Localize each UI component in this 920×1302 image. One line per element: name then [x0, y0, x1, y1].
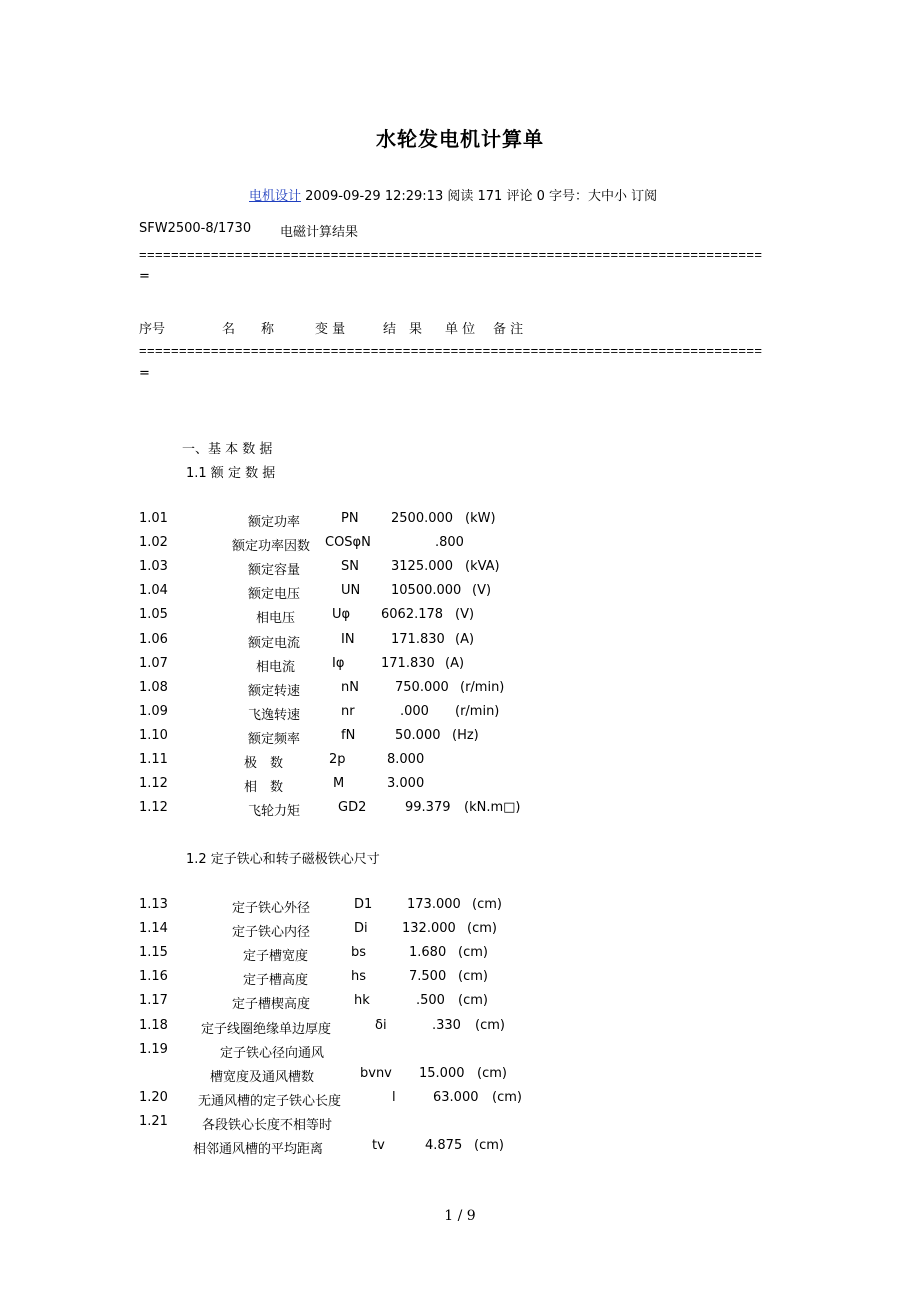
row-name: 极 数 — [244, 756, 284, 771]
row-unit: (r/min) — [455, 703, 500, 719]
header-name: 名 称 — [222, 322, 275, 337]
row-name: 定子槽宽度 — [243, 949, 309, 965]
row-val: 8.000 — [387, 752, 425, 767]
row-val: 171.830 — [381, 655, 435, 671]
row-name: 相 数 — [244, 780, 284, 796]
row-var: PN — [341, 511, 359, 526]
header-unit: 单 位 — [445, 322, 476, 337]
result-title: 电磁计算结果 — [280, 225, 359, 240]
row-var: Uφ — [332, 607, 351, 623]
row-no: 1.05 — [139, 607, 168, 623]
row-unit: (cm) — [458, 945, 488, 961]
model-number: SFW2500-8/1730 — [139, 221, 252, 236]
subsection-heading: 1.2 定子铁心和转子磁极铁心尺寸 — [186, 852, 380, 867]
separator-tail: = — [139, 366, 150, 381]
row-name: 额定功率因数 — [232, 539, 311, 555]
row-name: 槽宽度及通风槽数 — [210, 1069, 315, 1085]
row-no: 1.15 — [139, 945, 168, 961]
row-name: 额定功率 — [248, 515, 301, 530]
row-unit: (cm) — [475, 1017, 505, 1033]
row-var: l — [392, 1089, 396, 1105]
row-val: 6062.178 — [381, 607, 444, 623]
row-name: 定子铁心外径 — [232, 901, 311, 916]
row-val: 99.379 — [405, 800, 451, 816]
row-no: 1.08 — [139, 679, 168, 695]
row-no: 1.12 — [139, 776, 168, 792]
row-unit: (kVA) — [465, 559, 500, 575]
row-name: 定子槽高度 — [243, 973, 309, 989]
row-var: M — [333, 776, 345, 792]
row-no: 1.03 — [139, 559, 168, 575]
comment-count: 评论 0 — [506, 189, 545, 204]
row-var: tv — [372, 1138, 385, 1153]
row-no: 1.21 — [139, 1113, 168, 1129]
row-name: 额定频率 — [248, 731, 301, 747]
row-no: 1.12 — [139, 800, 168, 816]
row-name: 相电流 — [256, 659, 296, 675]
row-no: 1.17 — [139, 993, 168, 1009]
row-unit: (r/min) — [460, 679, 505, 695]
row-name: 额定转速 — [248, 683, 301, 699]
row-val: 3.000 — [387, 776, 425, 792]
row-no: 1.19 — [139, 1041, 168, 1057]
row-name: 飞轮力矩 — [248, 804, 301, 820]
row-val: 1.680 — [409, 945, 447, 961]
row-name: 各段铁心长度不相等时 — [202, 1117, 333, 1133]
row-val: .000 — [400, 703, 429, 719]
row-val: 3125.000 — [391, 559, 454, 575]
row-name: 飞逸转速 — [248, 707, 301, 723]
row-val: 63.000 — [433, 1089, 479, 1105]
row-name: 定子铁心径向通风 — [220, 1045, 325, 1061]
header-var: 变 量 — [315, 322, 346, 337]
row-no: 1.06 — [139, 631, 168, 647]
page-number: 1 / 9 — [444, 1208, 476, 1224]
row-unit: (V) — [455, 607, 475, 623]
row-var: nN — [341, 679, 359, 695]
row-var: bvnv — [360, 1065, 392, 1081]
row-var: D1 — [354, 897, 373, 912]
separator-line: ============================================================================== — [139, 247, 763, 262]
row-unit: (cm) — [458, 969, 488, 985]
row-no: 1.10 — [139, 727, 168, 743]
row-name: 定子槽楔高度 — [232, 997, 311, 1013]
row-unit: (Hz) — [452, 727, 479, 743]
row-unit: (A) — [455, 631, 475, 647]
category-link[interactable]: 电机设计 — [249, 189, 302, 204]
header-note: 备 注 — [493, 322, 524, 337]
separator-line: ============================================================================== — [139, 343, 763, 358]
row-val: 50.000 — [395, 727, 441, 743]
row-unit: (cm) — [492, 1089, 522, 1105]
row-val: 132.000 — [402, 921, 456, 937]
row-unit: (cm) — [474, 1138, 504, 1153]
row-no: 1.01 — [139, 511, 168, 526]
row-unit: (cm) — [458, 993, 488, 1009]
row-name: 无通风槽的定子铁心长度 — [198, 1093, 342, 1109]
row-no: 1.16 — [139, 969, 168, 985]
row-no: 1.04 — [139, 583, 168, 599]
row-val: 2500.000 — [391, 511, 454, 526]
read-count: 阅读 171 — [447, 189, 503, 204]
row-var: GD2 — [338, 800, 367, 816]
row-unit: (cm) — [477, 1065, 507, 1081]
row-var: bs — [351, 945, 367, 961]
row-unit: (kW) — [465, 511, 496, 526]
row-name: 相电压 — [256, 611, 296, 627]
row-var: 2p — [329, 752, 346, 767]
row-var: COSφN — [325, 535, 371, 551]
row-var: Di — [354, 921, 368, 937]
header-result: 结 果 — [383, 322, 423, 337]
row-val: .330 — [432, 1017, 461, 1033]
row-val: .500 — [416, 993, 445, 1009]
row-no: 1.02 — [139, 535, 168, 551]
separator-tail: = — [139, 269, 150, 284]
row-name: 定子线圈绝缘单边厚度 — [201, 1021, 332, 1037]
document-title: 水轮发电机计算单 — [376, 127, 544, 151]
row-val: 173.000 — [407, 897, 461, 912]
row-var: nr — [341, 703, 355, 719]
row-val: 7.500 — [409, 969, 447, 985]
row-no: 1.07 — [139, 655, 168, 671]
row-val: .800 — [435, 535, 464, 551]
row-no: 1.09 — [139, 703, 168, 719]
row-val: 15.000 — [419, 1065, 465, 1081]
section-heading: 一、基 本 数 据 — [182, 442, 273, 457]
row-var: hk — [354, 993, 370, 1009]
row-var: δi — [375, 1017, 387, 1033]
row-unit: (cm) — [472, 897, 502, 912]
row-name: 定子铁心内径 — [232, 925, 311, 941]
header-seq: 序号 — [139, 322, 166, 337]
row-unit: (V) — [472, 583, 492, 599]
subsection-heading: 1.1 额 定 数 据 — [186, 466, 276, 481]
row-no: 1.18 — [139, 1017, 168, 1033]
row-name: 相邻通风槽的平均距离 — [193, 1142, 324, 1157]
row-val: 750.000 — [395, 679, 449, 695]
row-unit: (cm) — [467, 921, 497, 937]
row-no: 1.14 — [139, 921, 168, 937]
row-name: 额定容量 — [248, 563, 301, 579]
row-no: 1.13 — [139, 897, 168, 912]
subscribe-link[interactable]: 订阅 — [631, 189, 658, 204]
row-no: 1.20 — [139, 1089, 168, 1105]
row-var: Iφ — [332, 655, 345, 671]
row-var: IN — [341, 631, 355, 647]
row-unit: (kN.m□) — [464, 800, 521, 816]
row-name: 额定电流 — [248, 635, 301, 651]
row-no: 1.11 — [139, 752, 168, 767]
row-var: SN — [341, 559, 359, 575]
row-name: 额定电压 — [248, 587, 301, 603]
row-val: 10500.000 — [391, 583, 462, 599]
row-var: hs — [351, 969, 367, 985]
row-var: fN — [341, 727, 356, 743]
post-meta — [249, 185, 657, 204]
font-size-selector[interactable]: 字号：大中小 — [549, 189, 628, 204]
row-var: UN — [341, 583, 361, 599]
row-unit: (A) — [445, 655, 465, 671]
row-val: 171.830 — [391, 631, 445, 647]
post-datetime: 2009-09-29 12:29:13 — [305, 189, 444, 204]
row-val: 4.875 — [425, 1138, 463, 1153]
